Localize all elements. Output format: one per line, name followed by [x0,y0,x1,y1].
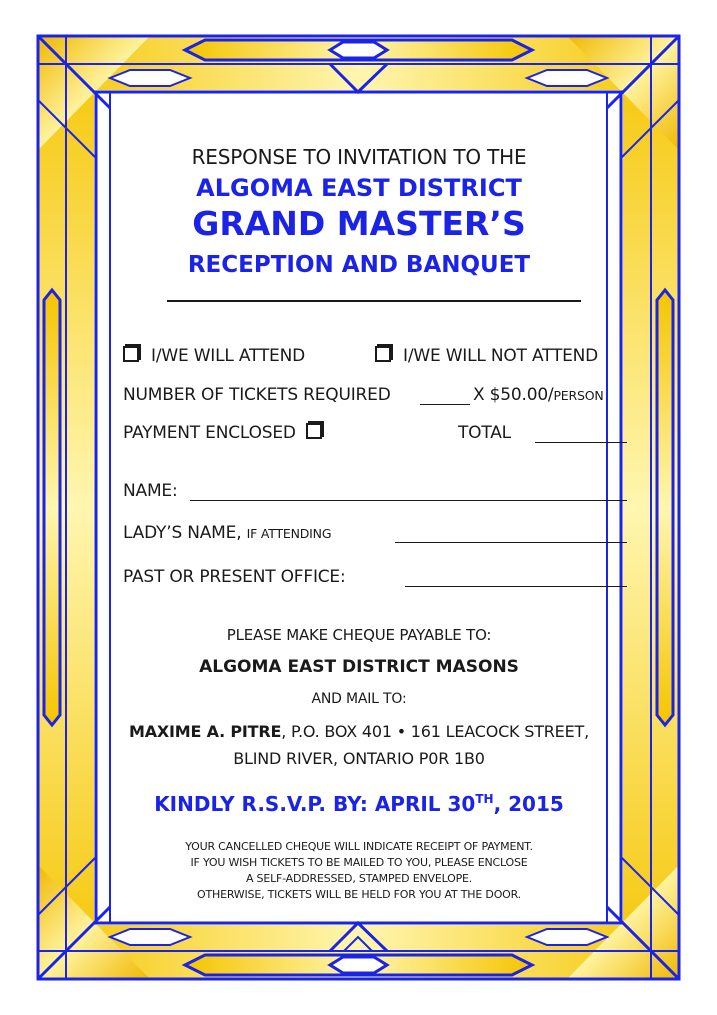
payment-option[interactable] [123,423,334,443]
payee-name: ALGOMA EAST DISTRICT MASONS [199,657,519,677]
ticket-price [473,385,604,405]
not-attend-label: I/WE WILL NOT ATTEND [403,346,599,366]
note-line-1: YOUR CANCELLED CHEQUE WILL INDICATE RECEIPT OF PAYMENT. [185,840,533,853]
lady-name-suffix: IF ATTENDING [246,526,332,541]
rsvp-sup: TH [475,792,494,806]
attend-label: I/WE WILL ATTEND [151,346,305,366]
tickets-field[interactable] [420,404,470,405]
cheque-instruction: PLEASE MAKE CHEQUE PAYABLE TO: [226,626,492,644]
mailing-address-line-1 [80,722,638,741]
address-line-1: , P.O. BOX 401 • 161 LEACOCK STREET, [281,722,589,741]
contact-name: MAXIME A. PITRE [129,722,282,741]
lady-name-row [123,523,331,543]
not-attend-option[interactable] [375,346,598,366]
total-field[interactable] [535,442,627,443]
attend-option[interactable] [123,346,305,366]
name-field[interactable] [190,500,627,501]
total-label: TOTAL [458,423,511,443]
price-prefix: X $50.00/ [473,385,554,405]
note-line-4: OTHERWISE, TICKETS WILL BE HELD FOR YOU AT THE DOOR. [197,888,521,901]
name-label: NAME: [123,481,178,501]
intro-heading: RESPONSE TO INVITATION TO THE [191,145,527,169]
mail-instruction: AND MAIL TO: [311,691,407,707]
rsvp-deadline [80,792,638,816]
tickets-label: NUMBER OF TICKETS REQUIRED [123,385,391,405]
lady-name-label: LADY’S NAME, [123,523,242,543]
office-label: PAST OR PRESENT OFFICE: [123,567,346,587]
office-field[interactable] [405,586,627,587]
title-line-1: ALGOMA EAST DISTRICT [196,174,522,202]
price-unit: PERSON [553,388,604,403]
note-line-3: A SELF-ADDRESSED, STAMPED ENVELOPE. [245,872,473,885]
payment-checkbox[interactable] [306,423,322,439]
invitation-card [80,0,638,1015]
payment-label: PAYMENT ENCLOSED [123,423,296,443]
note-line-2: IF YOU WISH TICKETS TO BE MAILED TO YOU, PLEASE ENCLOSE [190,856,528,869]
title-divider [167,300,581,302]
rsvp-suffix: , 2015 [493,792,564,816]
mailing-address-line-2: BLIND RIVER, ONTARIO P0R 1B0 [233,749,485,768]
attend-checkbox[interactable] [123,346,139,362]
title-line-3: RECEPTION AND BANQUET [187,252,531,278]
not-attend-checkbox[interactable] [375,346,391,362]
title-line-2: GRAND MASTER’S [192,204,526,243]
rsvp-prefix: KINDLY R.S.V.P. BY: APRIL 30 [154,792,476,816]
lady-name-field[interactable] [395,542,627,543]
